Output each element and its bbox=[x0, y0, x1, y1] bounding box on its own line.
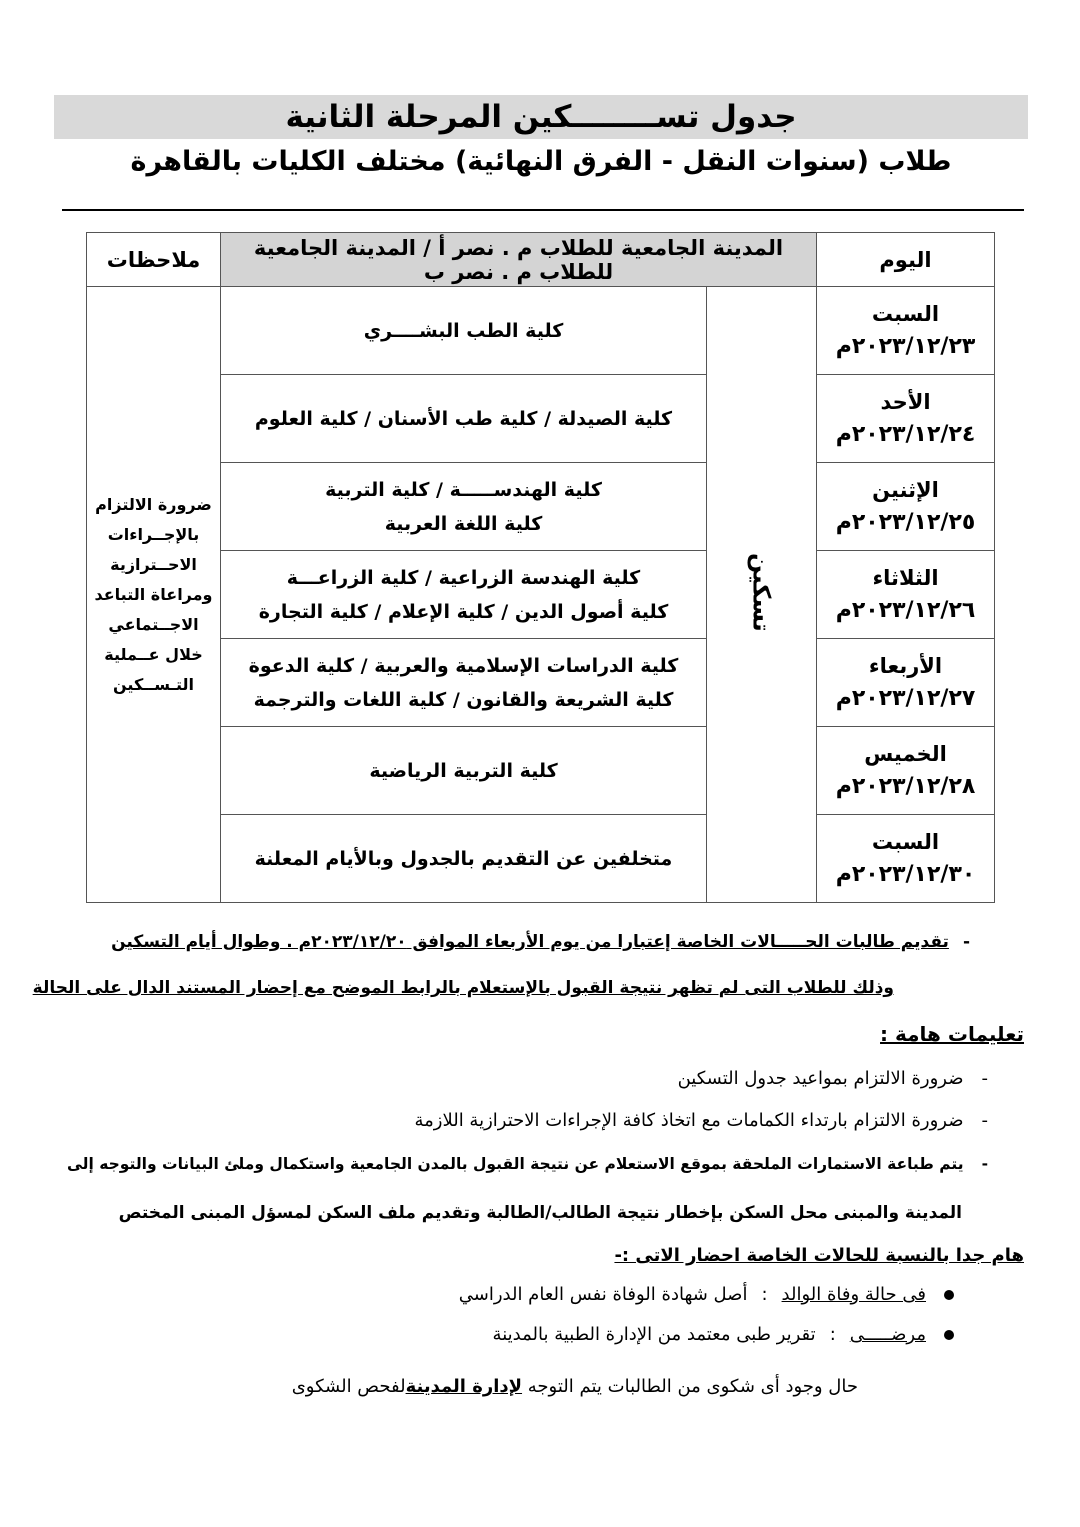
complaint-bold: لإدارة المدينة bbox=[405, 1376, 523, 1397]
bullet-icon bbox=[944, 1290, 954, 1300]
column-header-day: اليوم bbox=[817, 233, 995, 287]
day-name: الخميس bbox=[864, 742, 947, 766]
instruction-item: -ضرورة الالتزام بمواعيد جدول التسكين bbox=[677, 1068, 988, 1089]
notice-dash: - bbox=[962, 932, 970, 952]
day-cell bbox=[817, 463, 995, 551]
faculty-line: كلية أصول الدين / كلية الإعلام / كلية التجارة bbox=[258, 600, 669, 623]
instruction-item: -ضرورة الالتزام بارتداء الكمامات مع اتخاذ كافة الإجراءات الاحترازية اللازمة bbox=[414, 1110, 988, 1131]
day-date: ٢٠٢٣/١٢/٣٠م bbox=[835, 862, 976, 887]
day-cell bbox=[817, 815, 995, 903]
table-row bbox=[87, 287, 995, 375]
special-case-requirement: أصل شهادة الوفاة نفس العام الدراسي bbox=[458, 1284, 748, 1305]
special-case-label: فى حالة وفاة الوالد bbox=[781, 1284, 926, 1305]
day-date: ٢٠٢٣/١٢/٢٨م bbox=[835, 774, 976, 799]
notes-line: التـســكين bbox=[113, 674, 194, 694]
instructions-heading: تعليمات هامة : bbox=[880, 1022, 1024, 1046]
table-row bbox=[87, 727, 995, 815]
notes-line: خلال عــملية bbox=[104, 644, 203, 664]
bullet-icon bbox=[944, 1330, 954, 1340]
faculty-line: كلية التربية الرياضية bbox=[369, 759, 558, 782]
day-name: الثلاثاء bbox=[872, 566, 939, 590]
day-cell bbox=[817, 639, 995, 727]
faculty-cell bbox=[221, 727, 707, 815]
special-cases-heading: هام جدا بالنسبة للحالات الخاصة احضار الاتى :- bbox=[614, 1245, 1024, 1266]
day-name: الأربعاء bbox=[868, 654, 943, 678]
notes-line: الاجــتماعي bbox=[108, 614, 199, 634]
separator-colon: : bbox=[829, 1324, 836, 1345]
day-date: ٢٠٢٣/١٢/٢٥م bbox=[835, 510, 976, 535]
day-date: ٢٠٢٣/١٢/٢٧م bbox=[835, 686, 976, 711]
day-name: الأحد bbox=[880, 390, 931, 414]
day-date: ٢٠٢٣/١٢/٢٦م bbox=[835, 598, 976, 623]
day-cell bbox=[817, 375, 995, 463]
faculty-cell bbox=[221, 551, 707, 639]
notes-line: الاحــترازية bbox=[110, 554, 197, 574]
schedule-table bbox=[86, 232, 995, 903]
table-row bbox=[87, 815, 995, 903]
faculty-cell bbox=[221, 815, 707, 903]
day-cell bbox=[817, 727, 995, 815]
header-divider bbox=[62, 209, 1024, 211]
separator-colon: : bbox=[761, 1284, 768, 1305]
faculty-line: كلية الطب البشــــري bbox=[363, 319, 564, 342]
notes-cell bbox=[87, 287, 221, 903]
faculty-line: كلية الهندســـــة / كلية التربية bbox=[325, 478, 602, 501]
faculty-line: كلية الدراسات الإسلامية والعربية / كلية الدعوة bbox=[248, 654, 679, 677]
column-header-faculty: المدينة الجامعية للطلاب م . نصر أ / المدينة الجامعية للطلاب م . نصر ب bbox=[221, 233, 817, 287]
page-title: جدول تســــــــكين المرحلة الثانية bbox=[285, 99, 797, 135]
table-row bbox=[87, 463, 995, 551]
faculty-cell bbox=[221, 287, 707, 375]
faculty-line: متخلفين عن التقديم بالجدول وبالأيام المعلنة bbox=[254, 847, 673, 870]
table-header-row bbox=[87, 233, 995, 287]
middle-label-cell bbox=[707, 287, 817, 903]
notes-line: بالإجــراءات bbox=[107, 524, 200, 544]
instruction-item: -يتم طباعة الاستمارات الملحقة بموقع الاستعلام عن نتيجة القبول بالمدن الجامعية واستكمال وملئ البيانات والتوجه إلى bbox=[67, 1155, 988, 1173]
day-date: ٢٠٢٣/١٢/٢٣م bbox=[835, 334, 976, 359]
day-name: السبت bbox=[871, 830, 940, 854]
dash-marker: - bbox=[981, 1110, 988, 1131]
faculty-line: كلية الصيدلة / كلية طب الأسنان / كلية العلوم bbox=[254, 407, 673, 430]
column-header-notes: ملاحظات bbox=[87, 233, 221, 287]
faculty-cell bbox=[221, 463, 707, 551]
notes-line: ضرورة الالتزام bbox=[95, 494, 212, 514]
table-row bbox=[87, 639, 995, 727]
complaint-prefix: حال وجود أى شكوى من الطالبات يتم التوجه bbox=[527, 1376, 858, 1397]
faculty-cell bbox=[221, 375, 707, 463]
dash-marker: - bbox=[981, 1068, 988, 1089]
page-subtitle: طلاب (سنوات النقل - الفرق النهائية) مختلف الكليات بالقاهرة bbox=[130, 146, 952, 177]
faculty-line: كلية اللغة العربية bbox=[384, 512, 543, 535]
notice-line-1: -تقديم طالبات الحـــــالات الخاصة إعتبارا من يوم الأربعاء الموافق ٢٠٢٣/١٢/٢٠م . وطوال أيام التسكين bbox=[111, 932, 970, 952]
special-case-requirement: تقرير طبى معتمد من الإدارة الطبية بالمدينة bbox=[492, 1324, 816, 1345]
special-case-item bbox=[493, 1324, 954, 1345]
day-cell bbox=[817, 551, 995, 639]
notes-line: ومراعاة التباعد bbox=[94, 584, 213, 604]
table-row bbox=[87, 551, 995, 639]
faculty-line: كلية الهندسة الزراعية / كلية الزراعـــة bbox=[286, 566, 641, 589]
day-date: ٢٠٢٣/١٢/٢٤م bbox=[835, 422, 976, 447]
dash-marker: - bbox=[981, 1155, 988, 1173]
special-case-item bbox=[459, 1284, 954, 1305]
day-cell bbox=[817, 287, 995, 375]
notice-line-2: وذلك للطلاب التى لم تظهر نتيجة القبول بالإستعلام بالرابط الموضح مع إحضار المستند الدال على الحالة bbox=[32, 978, 894, 998]
faculty-line: كلية الشريعة والقانون / كلية اللغات والترجمة bbox=[253, 688, 674, 711]
faculty-cell bbox=[221, 639, 707, 727]
special-case-label: مرضـــــى bbox=[849, 1324, 926, 1345]
complaint-suffix: لفحص الشكوى bbox=[291, 1376, 406, 1397]
complaint-note bbox=[292, 1376, 858, 1397]
instruction-item-continued: المدينة والمبنى محل السكن بإخطار نتيجة الطالب/الطالبة وتقديم ملف السكن لمسؤل المبنى المختص bbox=[118, 1203, 962, 1223]
day-name: السبت bbox=[871, 302, 940, 326]
table-row bbox=[87, 375, 995, 463]
day-name: الإثنين bbox=[872, 478, 939, 502]
middle-label: تسكين bbox=[747, 553, 776, 632]
